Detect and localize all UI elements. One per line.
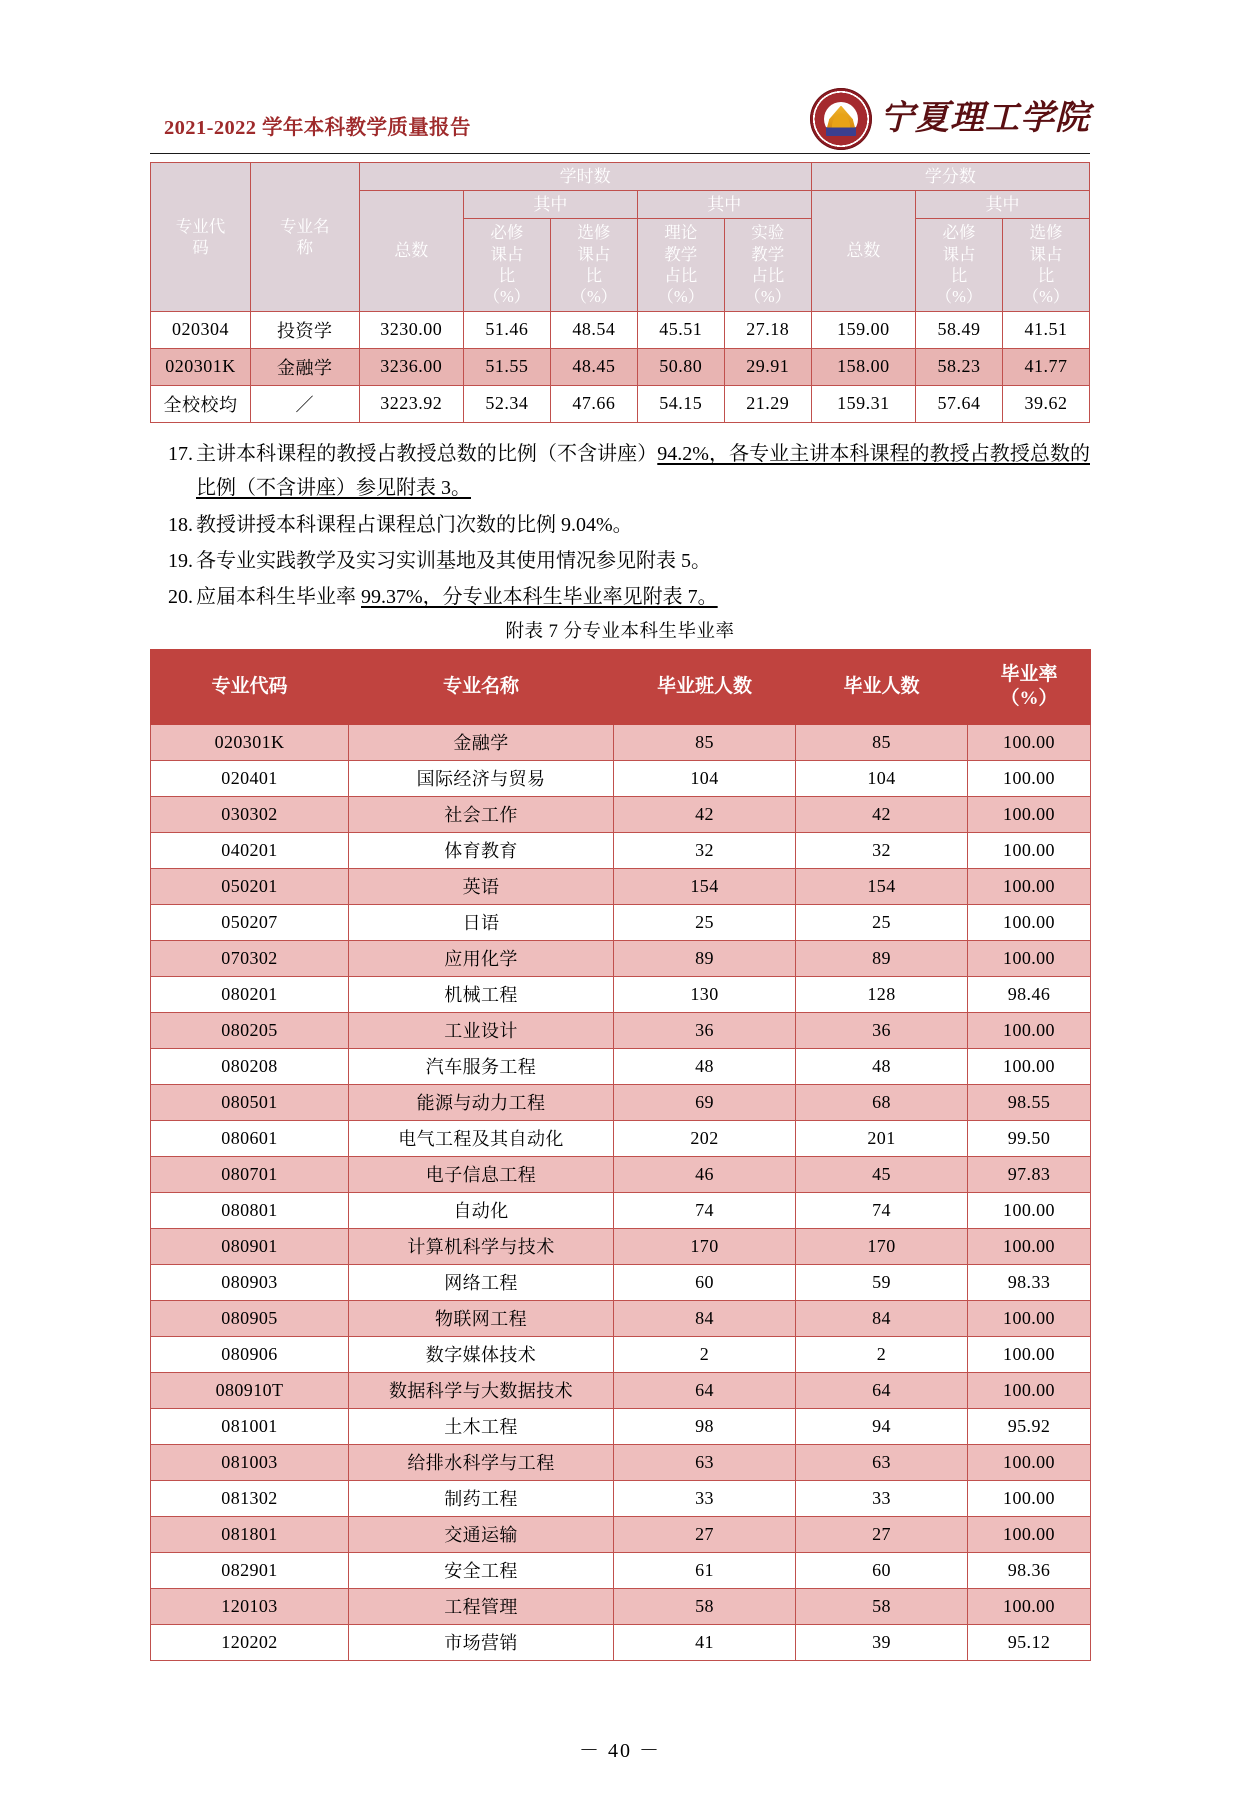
table-row: [151, 1480, 1091, 1516]
td-grad-rate: 100.00: [968, 1012, 1091, 1048]
td-grad-count: 58: [796, 1588, 968, 1624]
td-grad-major-code: 081302: [151, 1480, 349, 1516]
td-hours-elective: 47.66: [550, 385, 637, 422]
td-grad-class-count: 89: [614, 940, 796, 976]
td-grad-major-name: 安全工程: [349, 1552, 614, 1588]
td-grad-major-code: 120103: [151, 1588, 349, 1624]
td-grad-count: 60: [796, 1552, 968, 1588]
td-grad-count: 48: [796, 1048, 968, 1084]
td-grad-rate: 100.00: [968, 1516, 1091, 1552]
td-grad-major-code: 020301K: [151, 724, 349, 760]
th-hours-required-ratio: 必修 课占 比 （%）: [463, 219, 550, 312]
paragraph-segment: 教授讲授本科课程占课程总门次数的比例 9.04%。: [196, 513, 633, 536]
td-grad-class-count: 63: [614, 1444, 796, 1480]
th-hours-of-which-1: 其中: [463, 191, 637, 219]
td-grad-class-count: 27: [614, 1516, 796, 1552]
td-grad-class-count: 32: [614, 832, 796, 868]
td-grad-rate: 100.00: [968, 1336, 1091, 1372]
td-grad-count: 45: [796, 1156, 968, 1192]
running-title: 2021-2022 学年本科教学质量报告: [164, 117, 471, 139]
table-row: [151, 940, 1091, 976]
td-grad-rate: 100.00: [968, 796, 1091, 832]
td-grad-rate: 100.00: [968, 1444, 1091, 1480]
table-row: [151, 1336, 1091, 1372]
td-grad-major-code: 080501: [151, 1084, 349, 1120]
university-seal-icon: [810, 88, 872, 150]
td-major-name: ／: [250, 385, 359, 422]
td-grad-count: 201: [796, 1120, 968, 1156]
paragraph-number: 17.: [168, 442, 193, 465]
table-row: [151, 1444, 1091, 1480]
td-grad-class-count: 64: [614, 1372, 796, 1408]
td-credits-elective: 39.62: [1002, 385, 1089, 422]
td-grad-major-name: 能源与动力工程: [349, 1084, 614, 1120]
td-grad-major-name: 市场营销: [349, 1624, 614, 1660]
td-grad-class-count: 69: [614, 1084, 796, 1120]
td-grad-major-name: 金融学: [349, 724, 614, 760]
th-hours-experiment-ratio: 实验 教学 占比 （%）: [724, 219, 811, 312]
td-grad-rate: 100.00: [968, 832, 1091, 868]
paragraph-text: [196, 544, 1090, 578]
numbered-paragraph-list: [150, 437, 1090, 615]
td-grad-rate: 98.36: [968, 1552, 1091, 1588]
th-grad-major-name: 专业名称: [349, 649, 614, 724]
paragraph-number: 18.: [168, 513, 193, 536]
td-grad-count: 36: [796, 1012, 968, 1048]
table-row: [151, 1012, 1091, 1048]
td-grad-rate: 100.00: [968, 1300, 1091, 1336]
td-grad-count: 154: [796, 868, 968, 904]
table-row: [151, 1624, 1091, 1660]
th-group-credits: 学分数: [811, 163, 1089, 191]
td-grad-class-count: 61: [614, 1552, 796, 1588]
td-grad-major-name: 网络工程: [349, 1264, 614, 1300]
td-grad-major-code: 040201: [151, 832, 349, 868]
paragraph-segment: 主讲本科课程的教授占教授总数的比例（不含讲座）: [196, 442, 658, 465]
td-grad-major-name: 体育教育: [349, 832, 614, 868]
td-grad-rate: 100.00: [968, 904, 1091, 940]
table-row: [151, 1228, 1091, 1264]
td-grad-count: 63: [796, 1444, 968, 1480]
table-row: [151, 760, 1091, 796]
td-grad-rate: 100.00: [968, 1192, 1091, 1228]
td-grad-class-count: 2: [614, 1336, 796, 1372]
header-divider: [150, 153, 1090, 154]
td-hours-required: 52.34: [463, 385, 550, 422]
td-grad-class-count: 98: [614, 1408, 796, 1444]
td-grad-class-count: 25: [614, 904, 796, 940]
document-page: [0, 62, 1240, 1815]
td-grad-major-code: 082901: [151, 1552, 349, 1588]
td-grad-major-name: 电气工程及其自动化: [349, 1120, 614, 1156]
td-grad-major-name: 汽车服务工程: [349, 1048, 614, 1084]
td-grad-major-name: 工程管理: [349, 1588, 614, 1624]
td-grad-class-count: 33: [614, 1480, 796, 1516]
hours-credits-table-wrapper: [150, 162, 1090, 423]
td-grad-count: 170: [796, 1228, 968, 1264]
td-grad-count: 59: [796, 1264, 968, 1300]
td-grad-class-count: 104: [614, 760, 796, 796]
td-hours-theory: 54.15: [637, 385, 724, 422]
td-major-name: 投资学: [250, 311, 359, 348]
hours-credits-table-head: [151, 163, 1090, 312]
td-grad-major-code: 081003: [151, 1444, 349, 1480]
td-hours-required: 51.46: [463, 311, 550, 348]
td-grad-count: 39: [796, 1624, 968, 1660]
td-grad-count: 104: [796, 760, 968, 796]
th-credits-of-which: 其中: [916, 191, 1090, 219]
td-grad-major-code: 080801: [151, 1192, 349, 1228]
td-grad-major-code: 080905: [151, 1300, 349, 1336]
td-grad-major-name: 应用化学: [349, 940, 614, 976]
th-hours-of-which-2: 其中: [637, 191, 811, 219]
paragraph-underlined-segment: 99.37%，分专业本科生毕业率见附表 7。: [361, 586, 718, 609]
university-logo: [810, 88, 1090, 150]
td-grad-count: 33: [796, 1480, 968, 1516]
td-grad-major-code: 081801: [151, 1516, 349, 1552]
th-hours-total: 总数: [359, 191, 463, 312]
page-header: [150, 62, 1090, 154]
td-grad-count: 89: [796, 940, 968, 976]
td-credits-total: 158.00: [811, 348, 915, 385]
td-hours-total: 3230.00: [359, 311, 463, 348]
td-grad-class-count: 42: [614, 796, 796, 832]
td-grad-class-count: 36: [614, 1012, 796, 1048]
grad-rate-table-title: 附表 7 分专业本科生毕业率: [505, 621, 735, 642]
td-hours-experiment: 29.91: [724, 348, 811, 385]
th-credits-elective-ratio: 选修 课占 比 （%）: [1002, 219, 1089, 312]
td-credits-total: 159.00: [811, 311, 915, 348]
td-grad-major-name: 机械工程: [349, 976, 614, 1012]
table-row: [151, 1156, 1091, 1192]
td-credits-elective: 41.51: [1002, 311, 1089, 348]
table-row: [151, 832, 1091, 868]
td-grad-rate: 100.00: [968, 1228, 1091, 1264]
td-grad-count: 42: [796, 796, 968, 832]
td-grad-major-code: 050207: [151, 904, 349, 940]
td-grad-class-count: 84: [614, 1300, 796, 1336]
th-group-hours: 学时数: [359, 163, 811, 191]
td-hours-required: 51.55: [463, 348, 550, 385]
table-row: [151, 1048, 1091, 1084]
td-grad-count: 2: [796, 1336, 968, 1372]
table-row: [151, 1372, 1091, 1408]
paragraph-underlined-segment: 94.2%，各专业主讲本科课程的教授占教授总数的比例（不含讲座）参见附表 3。: [196, 442, 1090, 500]
grad-rate-table-body: [151, 724, 1091, 1660]
td-grad-class-count: 60: [614, 1264, 796, 1300]
td-grad-class-count: 46: [614, 1156, 796, 1192]
td-grad-class-count: 154: [614, 868, 796, 904]
paragraph-number: 19.: [168, 550, 193, 573]
td-credits-total: 159.31: [811, 385, 915, 422]
th-major-name: 专业名 称: [250, 163, 359, 312]
td-grad-count: 27: [796, 1516, 968, 1552]
paragraph-number: 20.: [168, 586, 193, 609]
paragraph-segment: 各专业实践教学及实习实训基地及其使用情况参见附表 5。: [196, 550, 711, 573]
table-row: [151, 1588, 1091, 1624]
td-grad-major-name: 计算机科学与技术: [349, 1228, 614, 1264]
numbered-paragraph: [150, 437, 1090, 506]
seal-band-icon: [826, 127, 856, 136]
th-hours-theory-ratio: 理论 教学 占比 （%）: [637, 219, 724, 312]
td-grad-class-count: 130: [614, 976, 796, 1012]
td-grad-major-name: 社会工作: [349, 796, 614, 832]
td-grad-class-count: 85: [614, 724, 796, 760]
table-row: [151, 1192, 1091, 1228]
grad-rate-table-wrapper: [150, 649, 1090, 1661]
numbered-paragraph: [150, 580, 1090, 614]
th-grad-count: 毕业人数: [796, 649, 968, 724]
td-grad-major-name: 工业设计: [349, 1012, 614, 1048]
td-hours-experiment: 27.18: [724, 311, 811, 348]
td-grad-rate: 100.00: [968, 1480, 1091, 1516]
paragraph-text: [196, 437, 1090, 506]
th-credits-required-ratio: 必修 课占 比 （%）: [916, 219, 1003, 312]
td-hours-elective: 48.54: [550, 311, 637, 348]
td-grad-major-code: 120202: [151, 1624, 349, 1660]
td-grad-rate: 100.00: [968, 940, 1091, 976]
td-grad-major-code: 080601: [151, 1120, 349, 1156]
td-grad-major-code: 030302: [151, 796, 349, 832]
table-row: [151, 311, 1090, 348]
td-grad-major-name: 数字媒体技术: [349, 1336, 614, 1372]
td-grad-class-count: 170: [614, 1228, 796, 1264]
td-grad-class-count: 74: [614, 1192, 796, 1228]
table-row: [151, 385, 1090, 422]
td-grad-count: 85: [796, 724, 968, 760]
td-grad-rate: 98.33: [968, 1264, 1091, 1300]
table-row: [151, 1264, 1091, 1300]
td-grad-count: 25: [796, 904, 968, 940]
table-row: [151, 724, 1091, 760]
td-grad-major-code: 080910T: [151, 1372, 349, 1408]
paragraph-segment: 应届本科生毕业率: [196, 586, 361, 609]
table-row: [151, 1120, 1091, 1156]
td-grad-major-name: 制药工程: [349, 1480, 614, 1516]
td-credits-required: 57.64: [916, 385, 1003, 422]
td-grad-rate: 100.00: [968, 724, 1091, 760]
page-footer: － 40 －: [579, 1740, 661, 1762]
td-grad-count: 84: [796, 1300, 968, 1336]
td-grad-class-count: 202: [614, 1120, 796, 1156]
paragraph-text: [196, 580, 1090, 614]
th-credits-total: 总数: [811, 191, 915, 312]
grad-rate-table-head: [151, 649, 1091, 724]
grad-rate-header-row: [151, 649, 1091, 724]
table-row: [151, 868, 1091, 904]
table-header-row-1: [151, 163, 1090, 191]
td-hours-total: 3223.92: [359, 385, 463, 422]
table-row: [151, 1408, 1091, 1444]
td-grad-major-name: 物联网工程: [349, 1300, 614, 1336]
table-row: [151, 1516, 1091, 1552]
university-wordmark: 宁夏理工学院: [880, 100, 1090, 137]
td-grad-major-name: 英语: [349, 868, 614, 904]
table-row: [151, 1552, 1091, 1588]
td-grad-major-code: 050201: [151, 868, 349, 904]
td-grad-count: 32: [796, 832, 968, 868]
table-row: [151, 348, 1090, 385]
td-grad-major-name: 自动化: [349, 1192, 614, 1228]
th-grad-rate: 毕业率 （%）: [968, 649, 1091, 724]
td-grad-class-count: 48: [614, 1048, 796, 1084]
td-credits-required: 58.49: [916, 311, 1003, 348]
td-grad-major-code: 080906: [151, 1336, 349, 1372]
td-major-name: 金融学: [250, 348, 359, 385]
td-grad-major-name: 数据科学与大数据技术: [349, 1372, 614, 1408]
td-grad-rate: 95.12: [968, 1624, 1091, 1660]
td-grad-major-name: 给排水科学与工程: [349, 1444, 614, 1480]
td-grad-major-code: 080701: [151, 1156, 349, 1192]
td-grad-rate: 99.50: [968, 1120, 1091, 1156]
td-major-code: 全校校均: [151, 385, 251, 422]
td-grad-count: 128: [796, 976, 968, 1012]
grad-rate-table: [150, 649, 1091, 1661]
td-grad-class-count: 58: [614, 1588, 796, 1624]
td-grad-major-code: 080205: [151, 1012, 349, 1048]
td-grad-rate: 95.92: [968, 1408, 1091, 1444]
td-hours-theory: 45.51: [637, 311, 724, 348]
numbered-paragraph: [150, 508, 1090, 542]
td-grad-major-name: 土木工程: [349, 1408, 614, 1444]
td-grad-rate: 100.00: [968, 868, 1091, 904]
td-grad-major-code: 080201: [151, 976, 349, 1012]
td-grad-rate: 100.00: [968, 1372, 1091, 1408]
td-hours-total: 3236.00: [359, 348, 463, 385]
td-grad-rate: 100.00: [968, 1048, 1091, 1084]
td-grad-rate: 100.00: [968, 760, 1091, 796]
td-grad-major-name: 国际经济与贸易: [349, 760, 614, 796]
table-row: [151, 976, 1091, 1012]
td-grad-count: 74: [796, 1192, 968, 1228]
td-grad-count: 94: [796, 1408, 968, 1444]
td-grad-major-code: 070302: [151, 940, 349, 976]
td-major-code: 020301K: [151, 348, 251, 385]
td-grad-count: 68: [796, 1084, 968, 1120]
td-grad-rate: 98.46: [968, 976, 1091, 1012]
td-grad-major-name: 交通运输: [349, 1516, 614, 1552]
th-hours-elective-ratio: 选修 课占 比 （%）: [550, 219, 637, 312]
td-grad-major-code: 080901: [151, 1228, 349, 1264]
td-credits-elective: 41.77: [1002, 348, 1089, 385]
td-hours-experiment: 21.29: [724, 385, 811, 422]
table-row: [151, 904, 1091, 940]
td-grad-major-code: 081001: [151, 1408, 349, 1444]
numbered-paragraph: [150, 544, 1090, 578]
td-grad-major-name: 日语: [349, 904, 614, 940]
table-row: [151, 1300, 1091, 1336]
td-hours-theory: 50.80: [637, 348, 724, 385]
td-grad-major-code: 080208: [151, 1048, 349, 1084]
td-grad-rate: 97.83: [968, 1156, 1091, 1192]
th-grad-major-code: 专业代码: [151, 649, 349, 724]
td-grad-rate: 98.55: [968, 1084, 1091, 1120]
table-row: [151, 796, 1091, 832]
td-grad-count: 64: [796, 1372, 968, 1408]
td-grad-major-code: 080903: [151, 1264, 349, 1300]
td-hours-elective: 48.45: [550, 348, 637, 385]
td-credits-required: 58.23: [916, 348, 1003, 385]
td-grad-rate: 100.00: [968, 1588, 1091, 1624]
hours-credits-table: [150, 162, 1090, 423]
td-major-code: 020304: [151, 311, 251, 348]
th-grad-class-count: 毕业班人数: [614, 649, 796, 724]
td-grad-class-count: 41: [614, 1624, 796, 1660]
paragraph-text: [196, 508, 1090, 542]
td-grad-major-code: 020401: [151, 760, 349, 796]
hours-credits-table-body: [151, 311, 1090, 422]
table-row: [151, 1084, 1091, 1120]
td-grad-major-name: 电子信息工程: [349, 1156, 614, 1192]
th-major-code: 专业代 码: [151, 163, 251, 312]
